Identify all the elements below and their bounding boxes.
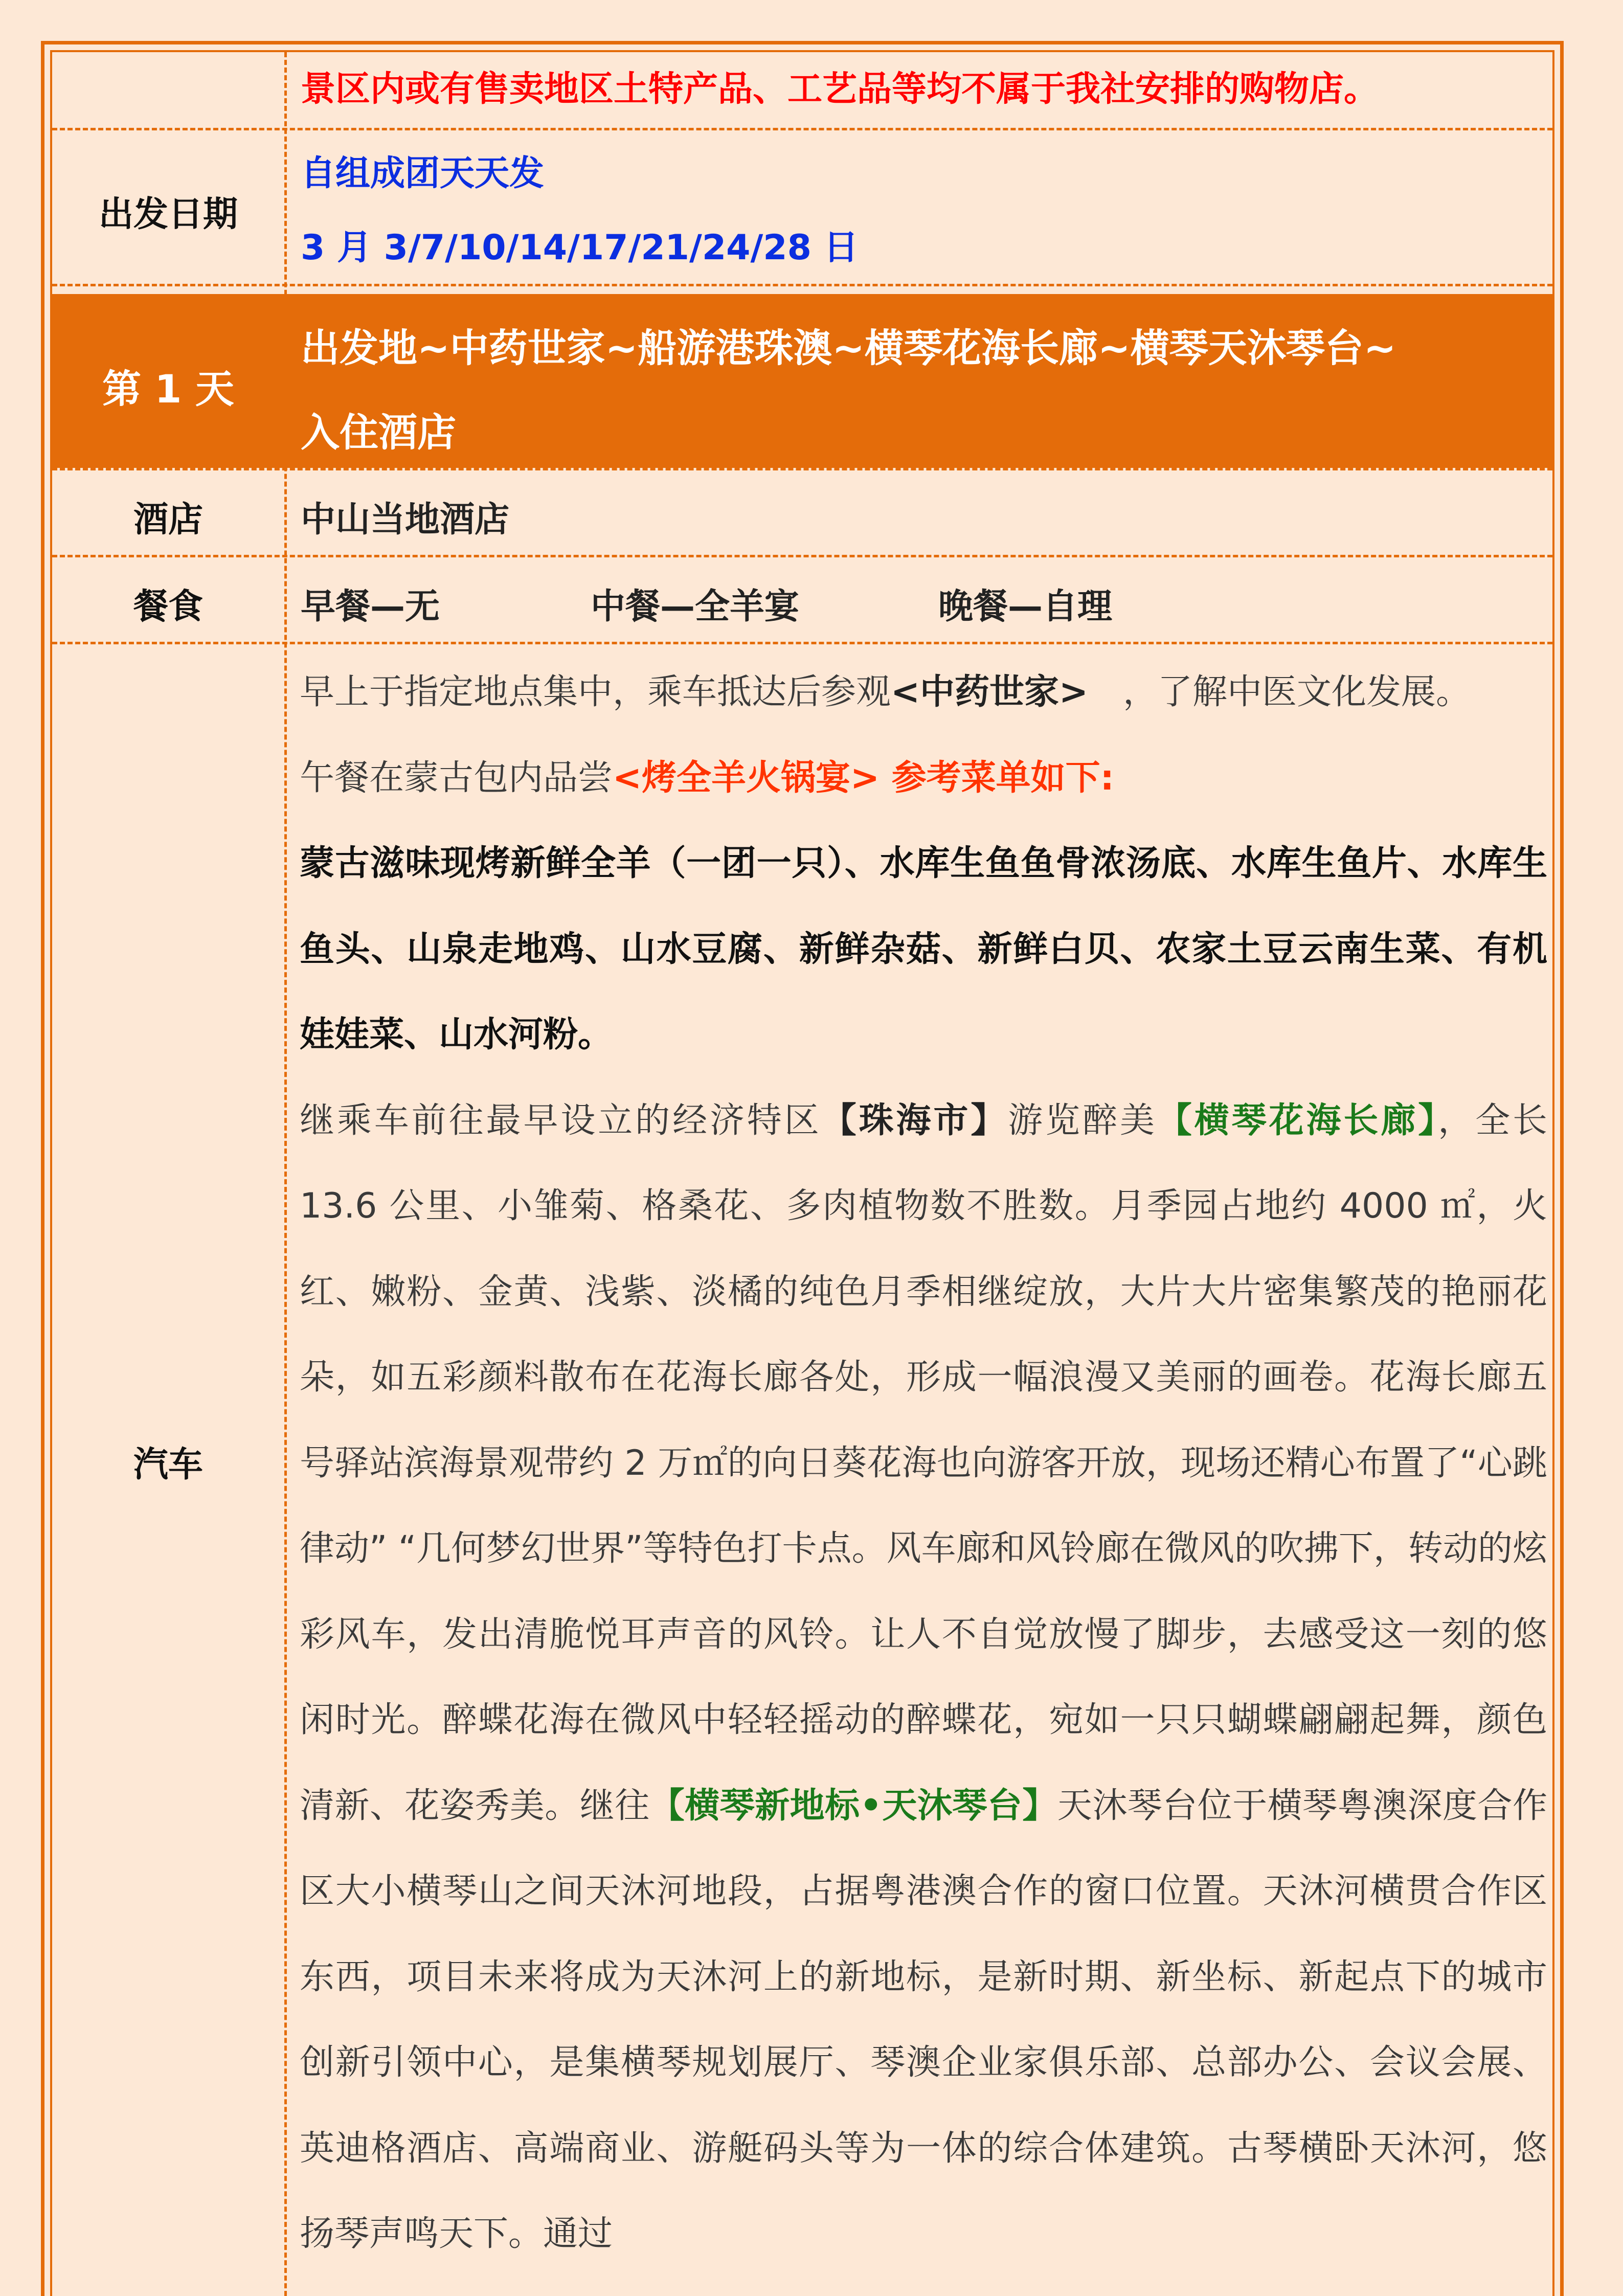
itinerary-paragraph-2: 午餐在蒙古包内品尝<烤全羊火锅宴> 参考菜单如下:: [300, 757, 1114, 798]
meals-row: [301, 579, 1548, 628]
hotel-label: 酒店: [133, 500, 203, 540]
meal-breakfast: 早餐—无: [301, 587, 440, 627]
itinerary-text: [300, 649, 1547, 2277]
row-divider: [52, 128, 1552, 130]
meal-dinner: 晚餐—自理: [938, 587, 1113, 627]
attraction-flower-corridor: 【横琴花海长廊】: [1157, 1100, 1438, 1141]
transport-label: 汽车: [133, 1445, 203, 1485]
attraction-tianmu-qintai: 【横琴新地标•天沐琴台】: [649, 1785, 1057, 1826]
departure-label: 出发日期: [98, 194, 238, 235]
hotel-value: 中山当地酒店: [301, 500, 510, 540]
row-divider: [52, 468, 1552, 470]
itinerary-paragraph-1: 早上于指定地点集中，乘车抵达后参观<中药世家> ，了解中医文化发展。: [300, 672, 1471, 712]
attraction-chinese-medicine: <中药世家>: [891, 672, 1088, 712]
itinerary-paragraph-4: 继乘车前往最早设立的经济特区【珠海市】游览醉美【横琴花海长廊】，全长 13.6 公里、小雏菊、格桑花、多肉植物数不胜数。月季园占地约 4000 ㎡，火红、嫩粉、金黄、浅紫、淡橘的纯色月季相继绽放，大片大片密集繁茂的艳丽花朵，如五彩颜料散布在花海长廊各处，形成一幅浪漫又美丽的画卷。花海长廊五号驿站滨海景观带约 2 万㎡的向日葵花海也向游客开放，现场还精心布置了“心跳律动” “几何梦幻世界”等特色打卡点。风车廊和风铃廊在微风的吹拂下，转动的炫彩风车，发出清脆悦耳声音的风铃。让人不自觉放慢了脚步，去感受这一刻的悠闲时光。醉蝶花海在微风中轻轻摇动的醉蝶花，宛如一只只蝴蝶翩翩起舞，颜色清新、花姿秀美。继往【横琴新地标•天沐琴台】天沐琴台位于横琴粤澳深度合作区大小横琴山之间天沐河地段，占据粤港澳合作的窗口位置。天沐河横贯合作区东西，项目未来将成为天沐河上的新地标，是新时期、新坐标、新起点下的城市创新引领中心，是集横琴规划展厅、琴澳企业家俱乐部、总部办公、会议会展、英迪格酒店、高端商业、游艇码头等为一体的综合体建筑。古琴横卧天沐河，悠扬琴声鸣天下。通过: [300, 1100, 1547, 2254]
departure-schedule: 自组成团天天发: [301, 153, 545, 194]
day1-route-line1: 出发地~中药世家~船游港珠澳~横琴花海长廊~横琴天沐琴台~: [301, 325, 1396, 371]
row-divider: [52, 642, 1552, 644]
day1-route-line2: 入住酒店: [301, 410, 456, 455]
shopping-note: 景区内或有售卖地区土特产品、工艺品等均不属于我社安排的购物店。: [301, 69, 1379, 109]
lunch-highlight: <烤全羊火锅宴> 参考菜单如下:: [613, 757, 1114, 798]
day1-label: 第 1 天: [102, 366, 234, 412]
row-divider: [52, 284, 1552, 286]
attraction-zhuhai: 【珠海市】: [821, 1100, 1008, 1141]
row-divider: [52, 555, 1552, 557]
meal-lunch: 中餐—全羊宴: [591, 587, 800, 627]
column-divider: [284, 52, 287, 2296]
departure-dates: 3 月 3/7/10/14/17/21/24/28 日: [301, 228, 859, 268]
meals-label: 餐食: [133, 587, 203, 627]
lunch-menu: 蒙古滋味现烤新鲜全羊（一团一只）、水库生鱼鱼骨浓汤底、水库生鱼片、水库生鱼头、山泉走地鸡、山水豆腐、新鲜杂菇、新鲜白贝、农家土豆云南生菜、有机娃娃菜、山水河粉。: [300, 843, 1547, 1055]
